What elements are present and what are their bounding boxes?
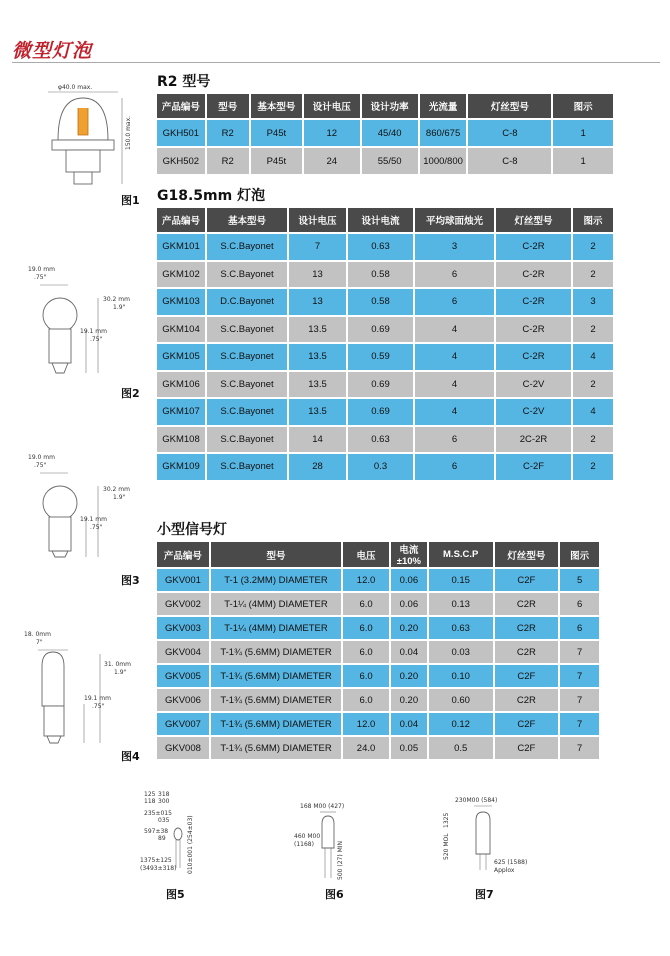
signal-table-row bbox=[157, 617, 599, 639]
signal-header-cell: 图示 bbox=[560, 542, 599, 567]
g18-table-cell: 2 bbox=[573, 262, 613, 288]
g18-header-cell: 产品编号 bbox=[157, 208, 205, 232]
fig6-d: 500 (27) MIN bbox=[337, 840, 344, 880]
signal-table-cell: 7 bbox=[560, 689, 599, 711]
r2-table-cell: 12 bbox=[304, 120, 360, 146]
r2-table-row bbox=[157, 148, 613, 174]
signal-table-cell: 12.0 bbox=[343, 569, 389, 591]
fig3-dim-1: 19.0 mm bbox=[28, 454, 55, 461]
g18-table-cell: S.C.Bayonet bbox=[207, 344, 287, 370]
signal-table-cell: 6.0 bbox=[343, 665, 389, 687]
r2-header-cell: 光流量 bbox=[420, 94, 467, 118]
g18-header-cell: 平均球面烛光 bbox=[415, 208, 494, 232]
signal-header-cell: 产品编号 bbox=[157, 542, 209, 567]
signal-table-cell: 0.12 bbox=[429, 713, 493, 735]
signal-table-cell: 7 bbox=[560, 737, 599, 759]
g18-header-cell: 基本型号 bbox=[207, 208, 287, 232]
fig5-d: 300 bbox=[158, 798, 170, 805]
figure-7-label: 图7 bbox=[475, 888, 494, 901]
fig5-h: 89 bbox=[158, 835, 166, 842]
signal-table-row bbox=[157, 737, 599, 759]
r2-table-cell: C-8 bbox=[468, 120, 551, 146]
fig6-a: 168 M00 (427) bbox=[300, 803, 345, 810]
g18-table-cell: 6 bbox=[415, 427, 494, 453]
g18-table-cell: S.C.Bayonet bbox=[207, 399, 287, 425]
g18-table-cell: GKM105 bbox=[157, 344, 205, 370]
r2-table-cell: 55/50 bbox=[362, 148, 418, 174]
fig2-dim-3: 19.1 mm bbox=[80, 328, 107, 335]
g18-header-cell: 设计电流 bbox=[348, 208, 413, 232]
signal-table-cell: 0.06 bbox=[391, 593, 427, 615]
g18-table-cell: S.C.Bayonet bbox=[207, 454, 287, 480]
fig2-dim-1b: .75" bbox=[34, 274, 47, 281]
r2-header-cell: 型号 bbox=[207, 94, 249, 118]
g18-section-title: G18.5mm 灯泡 bbox=[157, 188, 266, 204]
g18-table-cell: 13 bbox=[289, 289, 346, 315]
figure-4-drawing bbox=[24, 630, 134, 745]
r2-table-cell: C-8 bbox=[468, 148, 551, 174]
g18-table-cell: GKM109 bbox=[157, 454, 205, 480]
signal-table-row bbox=[157, 569, 599, 591]
r2-table-cell: GKH502 bbox=[157, 148, 205, 174]
signal-table-cell: GKV004 bbox=[157, 641, 209, 663]
signal-table-cell: 0.15 bbox=[429, 569, 493, 591]
g18-table-cell: C-2F bbox=[496, 454, 571, 480]
r2-table-cell: GKH501 bbox=[157, 120, 205, 146]
signal-table-cell: 6.0 bbox=[343, 593, 389, 615]
figure-5-drawing bbox=[140, 790, 210, 880]
signal-body bbox=[157, 569, 599, 759]
signal-table-cell: 6 bbox=[560, 593, 599, 615]
g18-table-cell: 13.5 bbox=[289, 372, 346, 398]
g18-table-cell: C-2R bbox=[496, 317, 571, 343]
signal-table-cell: 6.0 bbox=[343, 641, 389, 663]
figure-1-label: 图1 bbox=[121, 194, 140, 207]
signal-table-cell: C2R bbox=[495, 593, 559, 615]
fig4-dim-2b: 1.9" bbox=[114, 669, 127, 676]
signal-table-cell: C2F bbox=[495, 665, 559, 687]
g18-table-cell: S.C.Bayonet bbox=[207, 427, 287, 453]
signal-table-cell: 6 bbox=[560, 617, 599, 639]
g18-table-cell: C-2R bbox=[496, 262, 571, 288]
g18-table-cell: 0.59 bbox=[348, 344, 413, 370]
fig1-width-dim: φ40.0 max. bbox=[58, 84, 93, 91]
signal-table-cell: T-1¾ (5.6MM) DIAMETER bbox=[211, 737, 341, 759]
signal-table-row bbox=[157, 713, 599, 735]
fig7-c: 1325 bbox=[443, 812, 450, 828]
g18-table-cell: S.C.Bayonet bbox=[207, 317, 287, 343]
g18-table-cell: GKM106 bbox=[157, 372, 205, 398]
g18-table-cell: GKM102 bbox=[157, 262, 205, 288]
signal-table-cell: 0.13 bbox=[429, 593, 493, 615]
g18-table-cell: 6 bbox=[415, 289, 494, 315]
figure-3-label: 图3 bbox=[121, 574, 140, 587]
figure-4-label: 图4 bbox=[121, 750, 140, 763]
fig4-dim-2: 31. 0mm bbox=[104, 661, 131, 668]
fig3-dim-2: 30.2 mm bbox=[103, 486, 130, 493]
fig4-dim-1: 18. 0mm bbox=[24, 631, 51, 638]
signal-table-cell: 0.60 bbox=[429, 689, 493, 711]
fig6-c: (1168) bbox=[294, 841, 314, 848]
fig5-a: 125 bbox=[144, 791, 156, 798]
fig7-e: Applox bbox=[494, 867, 515, 874]
signal-header-cell: 电压 bbox=[343, 542, 389, 567]
g18-header-cell: 图示 bbox=[573, 208, 613, 232]
fig5-e: 235±015 bbox=[144, 810, 172, 817]
figure-6-label: 图6 bbox=[325, 888, 344, 901]
signal-table-cell: GKV008 bbox=[157, 737, 209, 759]
signal-table-cell: 0.06 bbox=[391, 569, 427, 591]
signal-table-cell: 0.20 bbox=[391, 689, 427, 711]
signal-table-cell: GKV001 bbox=[157, 569, 209, 591]
fig4-dim-3: 19.1 mm bbox=[84, 695, 111, 702]
signal-table-cell: 24.0 bbox=[343, 737, 389, 759]
g18-table-cell: 13 bbox=[289, 262, 346, 288]
r2-table-cell: 45/40 bbox=[362, 120, 418, 146]
g18-table-cell: C-2V bbox=[496, 372, 571, 398]
signal-table-cell: 0.20 bbox=[391, 617, 427, 639]
g18-header-cell: 灯丝型号 bbox=[496, 208, 571, 232]
page-title: 微型灯泡 bbox=[12, 40, 93, 62]
g18-header-cell: 设计电压 bbox=[289, 208, 346, 232]
fig2-dim-2b: 1.9" bbox=[113, 304, 126, 311]
g18-table-cell: GKM108 bbox=[157, 427, 205, 453]
signal-table-cell: 7 bbox=[560, 665, 599, 687]
g18-table-cell: C-2V bbox=[496, 399, 571, 425]
r2-table-cell: R2 bbox=[207, 148, 249, 174]
signal-table-row bbox=[157, 593, 599, 615]
r2-table-cell: P45t bbox=[251, 148, 302, 174]
signal-table-cell: 0.04 bbox=[391, 641, 427, 663]
g18-table-cell: 0.58 bbox=[348, 289, 413, 315]
fig5-j: (3493±318) bbox=[140, 865, 177, 872]
r2-table-cell: 1000/800 bbox=[420, 148, 467, 174]
signal-table-cell: T-1 (3.2MM) DIAMETER bbox=[211, 569, 341, 591]
fig3-dim-2b: 1.9" bbox=[113, 494, 126, 501]
figure-2-drawing bbox=[28, 265, 138, 380]
g18-table-cell: 13.5 bbox=[289, 317, 346, 343]
g18-table-cell: 2 bbox=[573, 454, 613, 480]
fig2-dim-1: 19.0 mm bbox=[28, 266, 55, 273]
r2-header-cell: 基本型号 bbox=[251, 94, 302, 118]
signal-table-cell: T-1¼ (4MM) DIAMETER bbox=[211, 617, 341, 639]
g18-table-cell: 4 bbox=[415, 372, 494, 398]
signal-table-cell: T-1¾ (5.6MM) DIAMETER bbox=[211, 713, 341, 735]
figure-6-drawing bbox=[290, 800, 370, 880]
fig5-g: 597±38 bbox=[144, 828, 169, 835]
signal-table-cell: 0.63 bbox=[429, 617, 493, 639]
g18-table-cell: 0.63 bbox=[348, 234, 413, 260]
r2-header-cell: 图示 bbox=[553, 94, 613, 118]
signal-table-cell: 0.5 bbox=[429, 737, 493, 759]
signal-table-cell: 0.05 bbox=[391, 737, 427, 759]
signal-header-cell: 型号 bbox=[211, 542, 341, 567]
fig3-dim-1b: .75" bbox=[34, 462, 47, 469]
signal-table-cell: 12.0 bbox=[343, 713, 389, 735]
g18-table-cell: 0.3 bbox=[348, 454, 413, 480]
fig2-dim-2: 30.2 mm bbox=[103, 296, 130, 303]
signal-table-row bbox=[157, 641, 599, 663]
signal-table-cell: GKV003 bbox=[157, 617, 209, 639]
signal-table-cell: GKV007 bbox=[157, 713, 209, 735]
signal-table-cell: 0.03 bbox=[429, 641, 493, 663]
r2-header-cell: 灯丝型号 bbox=[468, 94, 551, 118]
signal-table-cell: T-1¾ (5.6MM) DIAMETER bbox=[211, 641, 341, 663]
signal-table-cell: 6.0 bbox=[343, 617, 389, 639]
r2-header-row bbox=[157, 94, 613, 118]
g18-table-cell: 3 bbox=[573, 289, 613, 315]
g18-table-cell: 0.69 bbox=[348, 372, 413, 398]
g18-table-cell: 13.5 bbox=[289, 399, 346, 425]
signal-header-cell: 灯丝型号 bbox=[495, 542, 559, 567]
g18-table-cell: 4 bbox=[415, 317, 494, 343]
g18-table-cell: C-2R bbox=[496, 289, 571, 315]
fig7-a: 230M00 (584) bbox=[455, 797, 498, 804]
figure-5-label: 图5 bbox=[166, 888, 185, 901]
signal-table-row bbox=[157, 665, 599, 687]
r2-header-cell: 设计电压 bbox=[304, 94, 360, 118]
fig5-k: 010±001 (254±03) bbox=[187, 815, 194, 874]
g18-table-cell: 2C-2R bbox=[496, 427, 571, 453]
signal-table-cell: T-1¼ (4MM) DIAMETER bbox=[211, 593, 341, 615]
signal-header-cell: M.S.C.P bbox=[429, 542, 493, 567]
figure-1-drawing bbox=[30, 80, 140, 195]
r2-header-cell: 产品编号 bbox=[157, 94, 205, 118]
g18-table-cell: 14 bbox=[289, 427, 346, 453]
signal-table-cell: 0.10 bbox=[429, 665, 493, 687]
fig5-f: 035 bbox=[158, 817, 170, 824]
r2-section-title: R2 型号 bbox=[157, 74, 211, 90]
signal-table-cell: 5 bbox=[560, 569, 599, 591]
g18-table-cell: 6 bbox=[415, 262, 494, 288]
g18-table-cell: 28 bbox=[289, 454, 346, 480]
g18-table-cell: 6 bbox=[415, 454, 494, 480]
g18-table-row bbox=[157, 262, 613, 288]
g18-table-cell: GKM101 bbox=[157, 234, 205, 260]
g18-table-cell: 0.63 bbox=[348, 427, 413, 453]
g18-table-cell: S.C.Bayonet bbox=[207, 234, 287, 260]
fig5-b: 118 bbox=[144, 798, 156, 805]
r2-header-cell: 设计功率 bbox=[362, 94, 418, 118]
g18-table-cell: 3 bbox=[415, 234, 494, 260]
signal-table-cell: 6.0 bbox=[343, 689, 389, 711]
g18-table-cell: 7 bbox=[289, 234, 346, 260]
g18-table-cell: 0.69 bbox=[348, 399, 413, 425]
signal-header-row bbox=[157, 542, 599, 567]
g18-table-row bbox=[157, 317, 613, 343]
g18-table-cell: GKM107 bbox=[157, 399, 205, 425]
signal-table-row bbox=[157, 689, 599, 711]
g18-table-cell: 4 bbox=[415, 344, 494, 370]
g18-header-row bbox=[157, 208, 613, 232]
figure-3-drawing bbox=[28, 453, 138, 568]
signal-section-title: 小型信号灯 bbox=[157, 522, 227, 538]
signal-table-cell: GKV006 bbox=[157, 689, 209, 711]
r2-table-row bbox=[157, 120, 613, 146]
signal-table-cell: 7 bbox=[560, 641, 599, 663]
fig7-d: 625 (1588) bbox=[494, 859, 528, 866]
g18-table-cell: 13.5 bbox=[289, 344, 346, 370]
g18-table-cell: 4 bbox=[415, 399, 494, 425]
signal-table-cell: C2F bbox=[495, 713, 559, 735]
g18-table-cell: 2 bbox=[573, 317, 613, 343]
g18-table-cell: 2 bbox=[573, 234, 613, 260]
g18-table-cell: S.C.Bayonet bbox=[207, 372, 287, 398]
g18-table-cell: GKM104 bbox=[157, 317, 205, 343]
r2-table bbox=[155, 92, 615, 176]
signal-table-cell: C2R bbox=[495, 689, 559, 711]
g18-table-cell: 4 bbox=[573, 344, 613, 370]
g18-table-row bbox=[157, 372, 613, 398]
g18-body bbox=[157, 234, 613, 480]
signal-header-cell: 电流 ±10% bbox=[391, 542, 427, 567]
fig6-b: 460 M00 bbox=[294, 833, 321, 840]
r2-table-cell: R2 bbox=[207, 120, 249, 146]
g18-table bbox=[155, 206, 615, 482]
fig3-dim-3b: .75" bbox=[90, 524, 103, 531]
g18-table-cell: 2 bbox=[573, 372, 613, 398]
fig5-i: 1375±125 bbox=[140, 857, 172, 864]
g18-table-row bbox=[157, 234, 613, 260]
g18-table-cell: 0.58 bbox=[348, 262, 413, 288]
signal-table-cell: C2F bbox=[495, 737, 559, 759]
signal-table-cell: 0.04 bbox=[391, 713, 427, 735]
g18-table-row bbox=[157, 427, 613, 453]
figure-2-label: 图2 bbox=[121, 387, 140, 400]
g18-table-cell: D.C.Bayonet bbox=[207, 289, 287, 315]
signal-table-cell: C2F bbox=[495, 569, 559, 591]
signal-table-cell: 7 bbox=[560, 713, 599, 735]
title-divider bbox=[12, 62, 660, 63]
signal-table-cell: GKV005 bbox=[157, 665, 209, 687]
signal-table bbox=[155, 540, 601, 761]
r2-table-cell: 24 bbox=[304, 148, 360, 174]
figure-7-drawing bbox=[440, 792, 530, 882]
g18-table-row bbox=[157, 289, 613, 315]
r2-body bbox=[157, 120, 613, 174]
fig1-height-dim: 150.0 max. bbox=[125, 115, 132, 150]
g18-table-cell: GKM103 bbox=[157, 289, 205, 315]
fig7-b: 520 MOL bbox=[443, 833, 450, 860]
g18-table-cell: C-2R bbox=[496, 234, 571, 260]
g18-table-row bbox=[157, 344, 613, 370]
r2-table-cell: 860/675 bbox=[420, 120, 467, 146]
fig2-dim-3b: .75" bbox=[90, 336, 103, 343]
g18-table-row bbox=[157, 399, 613, 425]
fig5-c: 318 bbox=[158, 791, 170, 798]
signal-table-cell: T-1¾ (5.6MM) DIAMETER bbox=[211, 689, 341, 711]
fig4-dim-3b: .75" bbox=[92, 703, 105, 710]
g18-table-row bbox=[157, 454, 613, 480]
fig3-dim-3: 19.1 mm bbox=[80, 516, 107, 523]
fig4-dim-1b: 7" bbox=[36, 639, 43, 646]
r2-table-cell: 1 bbox=[553, 148, 613, 174]
g18-table-cell: 2 bbox=[573, 427, 613, 453]
signal-table-cell: T-1¾ (5.6MM) DIAMETER bbox=[211, 665, 341, 687]
signal-table-cell: 0.20 bbox=[391, 665, 427, 687]
signal-table-cell: C2R bbox=[495, 641, 559, 663]
signal-table-cell: C2R bbox=[495, 617, 559, 639]
g18-table-cell: 0.69 bbox=[348, 317, 413, 343]
g18-table-cell: C-2R bbox=[496, 344, 571, 370]
g18-table-cell: S.C.Bayonet bbox=[207, 262, 287, 288]
signal-table-cell: GKV002 bbox=[157, 593, 209, 615]
g18-table-cell: 4 bbox=[573, 399, 613, 425]
r2-table-cell: P45t bbox=[251, 120, 302, 146]
r2-table-cell: 1 bbox=[553, 120, 613, 146]
